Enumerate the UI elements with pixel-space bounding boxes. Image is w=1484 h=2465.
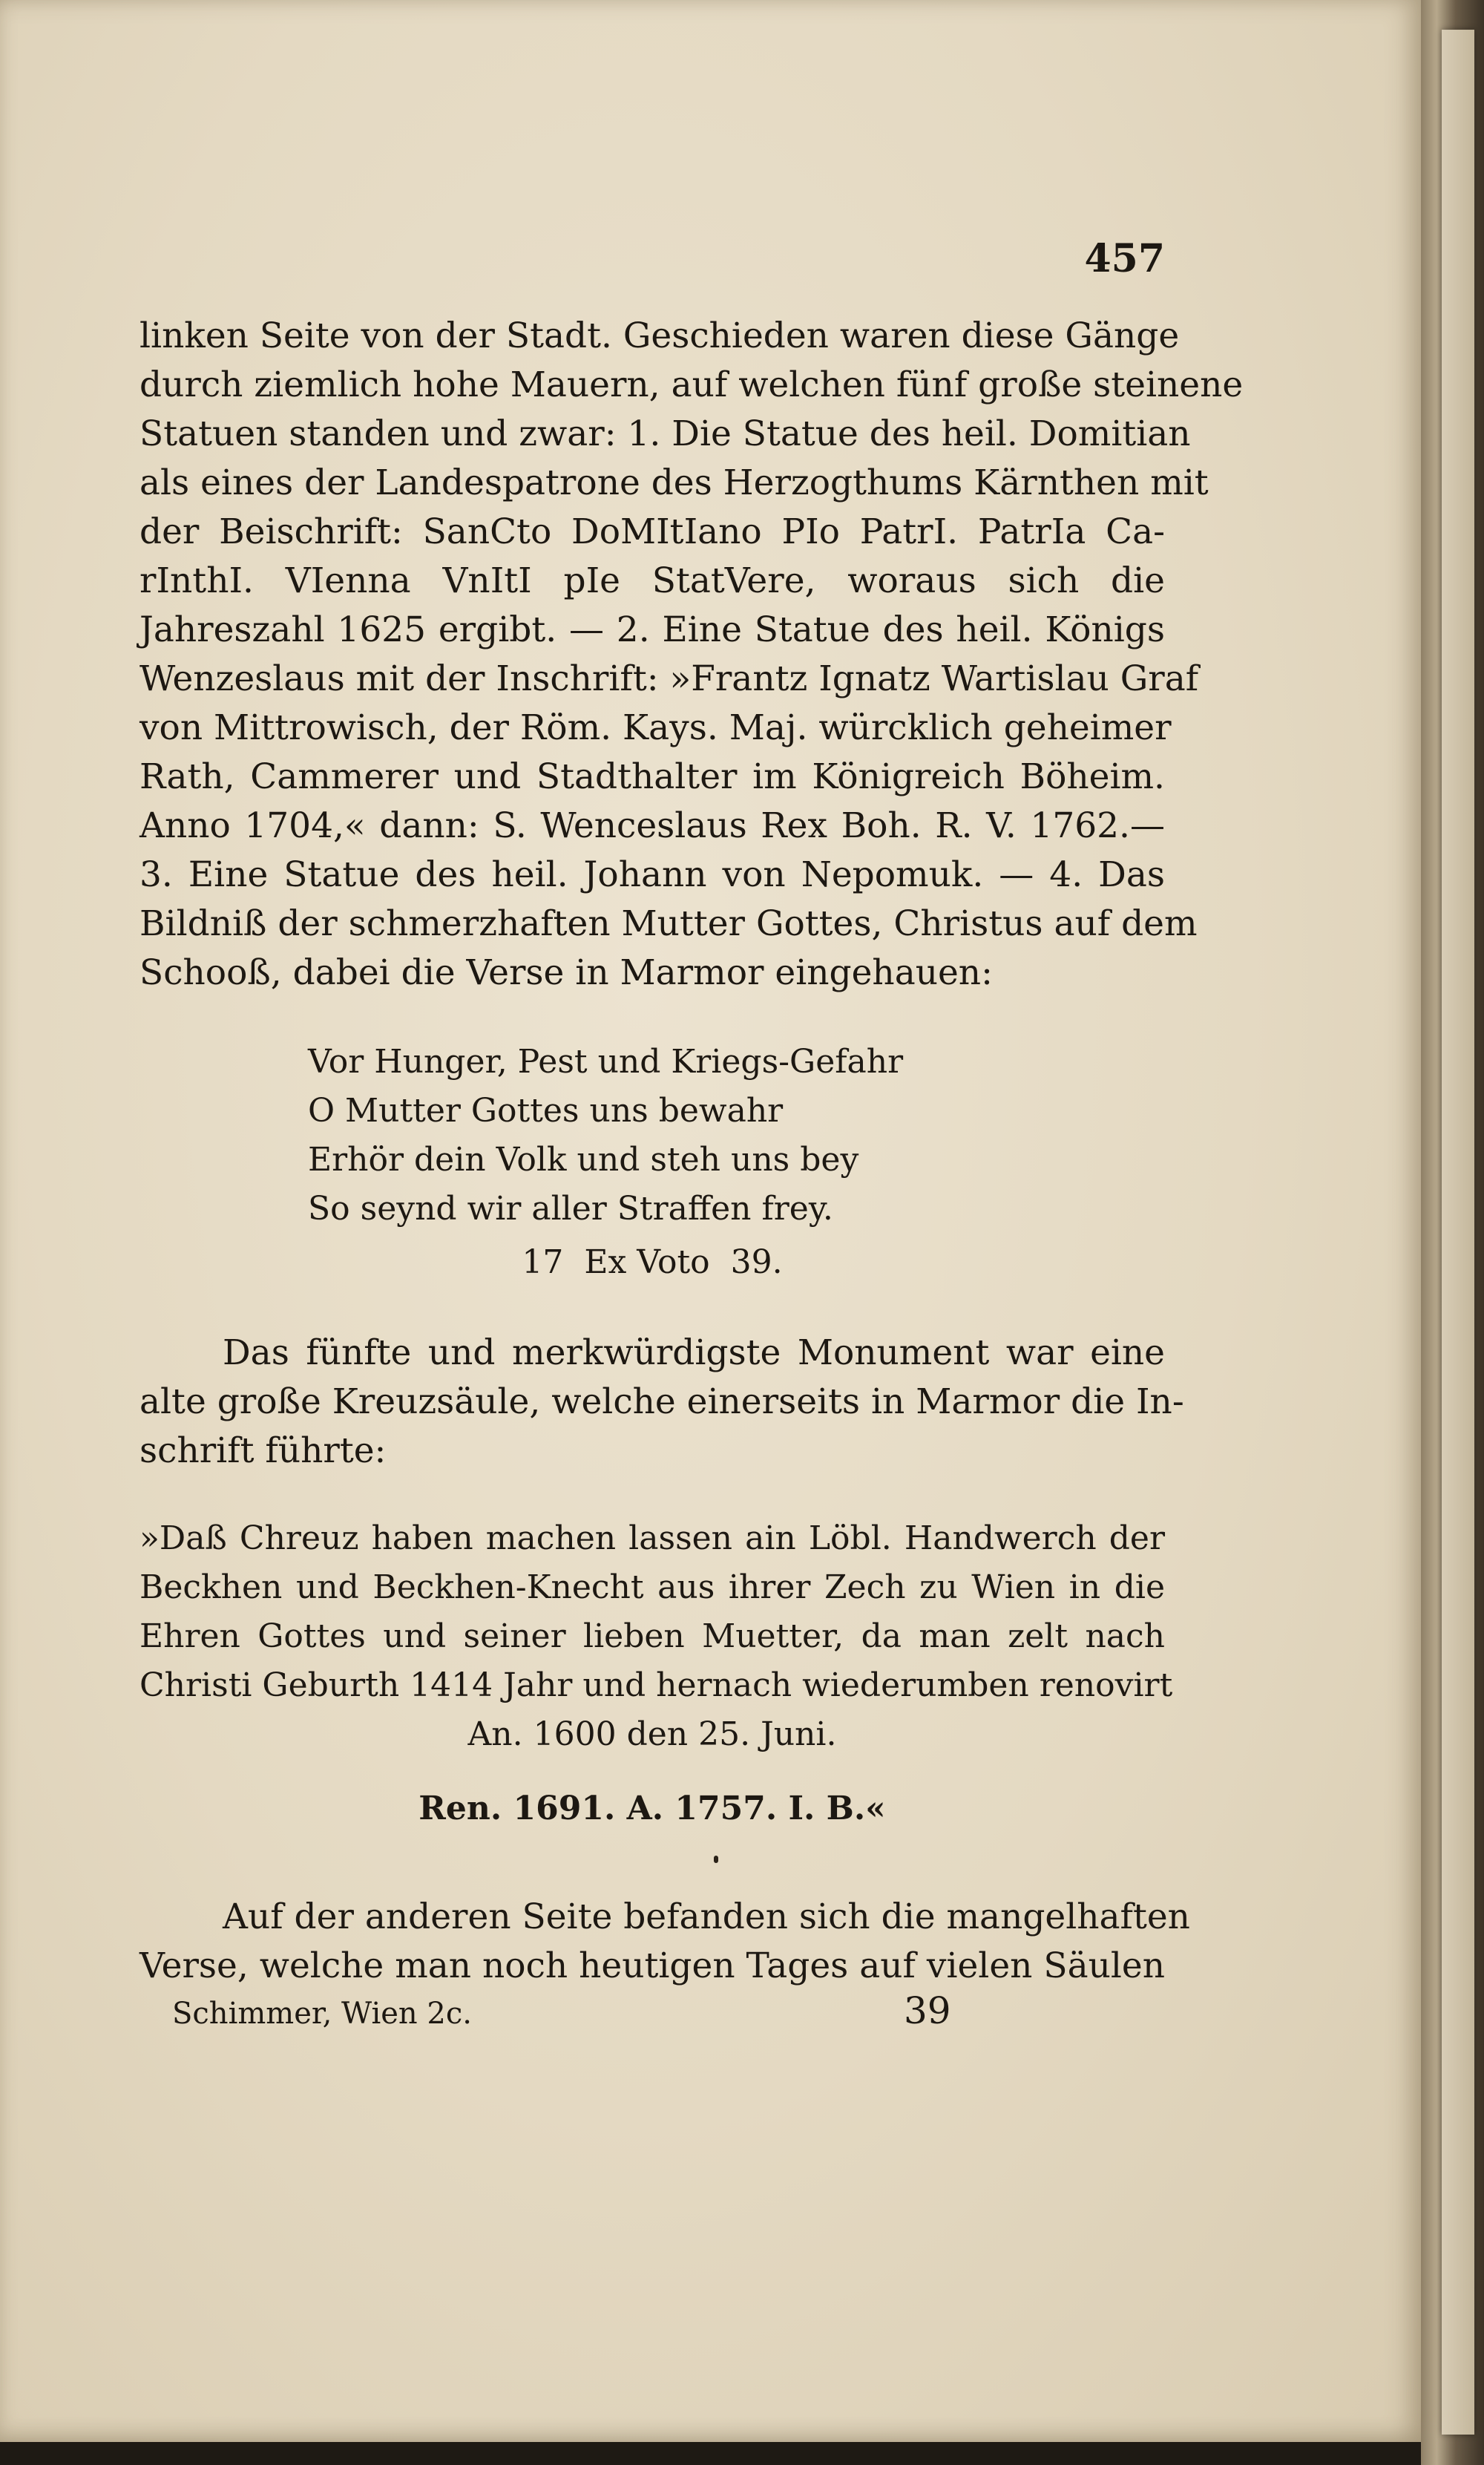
body-line: linken Seite von der Stadt. Geschieden waren diese Gänge — [139, 315, 1180, 356]
body-line: Statuen standen und zwar: 1. Die Statue des heil. Domitian — [139, 413, 1191, 454]
body-line: Schooß, dabei die Verse in Marmor eingehauen: — [139, 952, 993, 993]
verse-line: Erhör dein Volk und steh uns bey — [308, 1141, 859, 1179]
quote-line: Ren. 1691. A. 1757. I. B.« — [418, 1790, 886, 1827]
printer-mark: Schimmer, Wien 2c. — [172, 1997, 472, 2031]
verse-line: So seynd wir aller Straffen frey. — [308, 1190, 833, 1228]
body-line: Anno 1704,« dann: S. Wenceslaus Rex Boh. R. V. 1762.— — [139, 805, 1165, 846]
quote-line: An. 1600 den 25. Juni. — [467, 1715, 837, 1753]
verse-line: O Mutter Gottes uns bewahr — [308, 1092, 784, 1130]
body-line: Verse, welche man noch heutigen Tages auf vielen Säulen — [139, 1945, 1165, 1986]
body-line: Rath, Cammerer und Stadthalter im Königreich Böheim. — [139, 756, 1165, 797]
quote-line: Christi Geburth 1414 Jahr und hernach wiederumben renovirt — [139, 1666, 1173, 1704]
quote-line: Ehren Gottes und seiner lieben Muetter, da man zelt nach — [139, 1617, 1165, 1655]
page-number: 457 — [1084, 236, 1165, 281]
book-binding-edge — [1421, 0, 1484, 2465]
body-line: durch ziemlich hohe Mauern, auf welchen fünf große steinene — [139, 364, 1244, 405]
body-line: als eines der Landespatrone des Herzogthums Kärnthen mit — [139, 462, 1209, 503]
body-line: Auf der anderen Seite befanden sich die mangelhaften — [223, 1896, 1190, 1937]
signature-mark: 39 — [904, 1989, 951, 2032]
body-line: alte große Kreuzsäule, welche einerseits in Marmor die In- — [139, 1381, 1184, 1422]
body-line: schrift führte: — [139, 1430, 387, 1471]
body-line: 3. Eine Statue des heil. Johann von Nepomuk. — 4. Das — [139, 854, 1165, 895]
quote-line: Beckhen und Beckhen-Knecht aus ihrer Zech zu Wien in die — [139, 1568, 1165, 1606]
body-line: der Beischrift: SanCto DoMItIano PIo PatrI. PatrIa Ca- — [139, 511, 1165, 552]
ink-speck — [714, 1856, 718, 1863]
body-line: Wenzeslaus mit der Inschrift: »Frantz Ignatz Wartislau Graf — [139, 658, 1199, 699]
quote-line: »Daß Chreuz haben machen lassen ain Löbl. Handwerch der — [139, 1519, 1165, 1557]
body-line: Jahreszahl 1625 ergibt. — 2. Eine Statue des heil. Königs — [139, 609, 1165, 650]
body-line: von Mittrowisch, der Röm. Kays. Maj. würcklich geheimer — [139, 707, 1172, 748]
body-line: rInthI. VIenna VnItI pIe StatVere, woraus sich die — [139, 560, 1165, 601]
verse-date: 17 Ex Voto 39. — [522, 1243, 783, 1281]
body-line: Das fünfte und merkwürdigste Monument war eine — [223, 1332, 1165, 1373]
verse-line: Vor Hunger, Pest und Kriegs-Gefahr — [308, 1043, 904, 1081]
body-line: Bildniß der schmerzhaften Mutter Gottes, Christus auf dem — [139, 903, 1198, 944]
